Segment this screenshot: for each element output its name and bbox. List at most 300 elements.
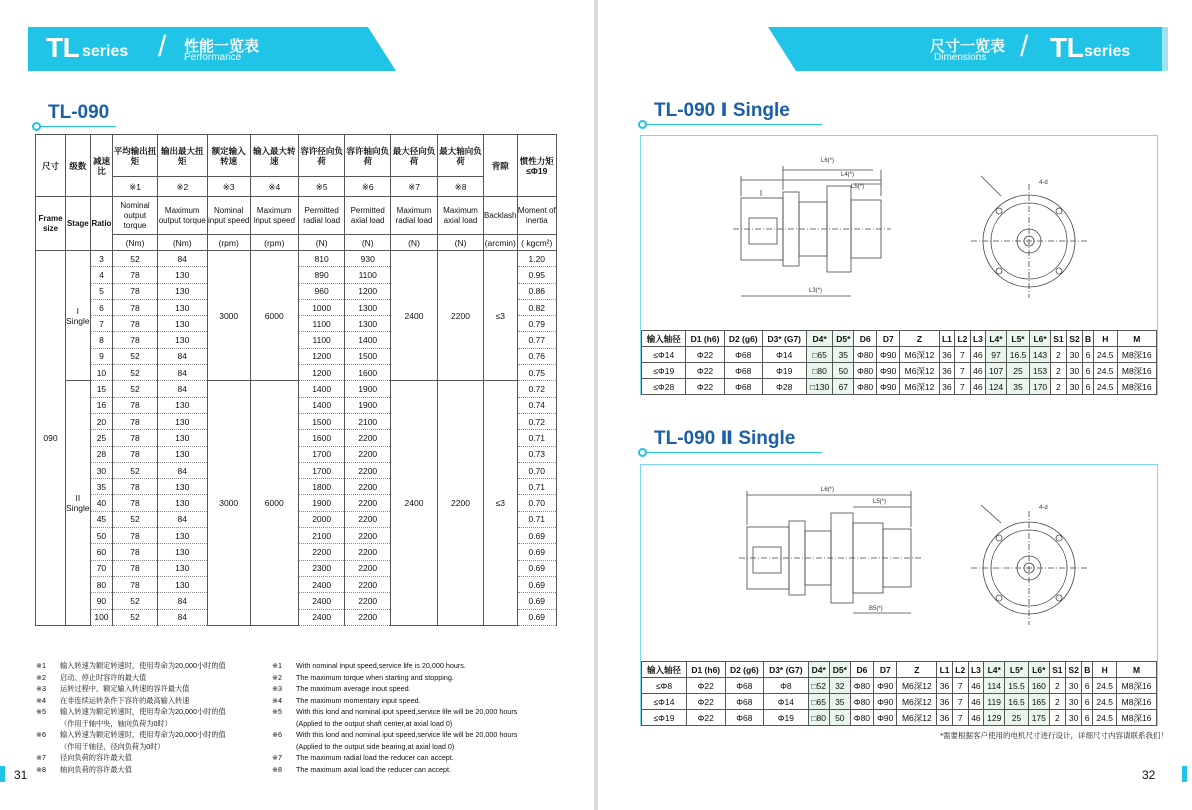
dim-cell: M6深12 — [897, 678, 937, 694]
dim-cell: Φ90 — [874, 678, 897, 694]
max-torque-cell: 84 — [157, 593, 207, 609]
inertia-cell: 0.69 — [517, 609, 556, 625]
dim-cell: 6 — [1083, 379, 1094, 395]
header-cn-cell: 最大径向负荷 — [391, 135, 438, 177]
note-line — [36, 706, 266, 718]
axial-load-cell: 1300 — [345, 316, 391, 332]
ratio-cell: 30 — [90, 462, 113, 478]
dim-cell: 2 — [1050, 363, 1066, 379]
header-mark-cell: ※5 — [298, 177, 345, 197]
dim-header-cell: Z — [900, 331, 939, 347]
stage-label-2: Single — [66, 315, 90, 326]
table-row — [36, 251, 557, 267]
model1-drawing-box — [640, 135, 1158, 395]
dim-cell: 175 — [1028, 710, 1049, 726]
radial-load-cell: 1100 — [298, 316, 345, 332]
header-mark-cell: ※2 — [157, 177, 207, 197]
note-text: The maximum average inout speed. — [296, 684, 411, 693]
header-unit-cell: (N) — [391, 235, 438, 251]
ratio-cell: 15 — [90, 381, 113, 397]
header-unit-cell: (Nm) — [113, 235, 158, 251]
radial-load-cell: 1000 — [298, 299, 345, 315]
dim-cell: 36 — [939, 379, 955, 395]
radial-load-cell: 1100 — [298, 332, 345, 348]
radial-load-cell: 1200 — [298, 365, 345, 381]
performance-table — [35, 134, 557, 626]
dim-cell: Φ14 — [764, 694, 808, 710]
note-text: 轴向负荷的容许最大值 — [60, 764, 132, 774]
radial-load-cell: 2300 — [298, 560, 345, 576]
dim-cell: □52 — [808, 678, 829, 694]
dim-cell: M8深16 — [1117, 710, 1157, 726]
dim-cell: Φ28 — [762, 379, 806, 395]
header-cn-row — [36, 135, 557, 177]
header-en-cell: Ratio — [90, 197, 113, 251]
dim-cell: ≤Φ14 — [642, 694, 687, 710]
dim-cell: M6深12 — [897, 710, 937, 726]
header-en-cell: Permitted axial load — [345, 197, 391, 235]
axial-load-cell: 2200 — [345, 528, 391, 544]
dim-header-cell: L4* — [986, 331, 1007, 347]
model2-drawing-box — [640, 464, 1158, 726]
dim-cell: □130 — [806, 379, 833, 395]
nominal-torque-cell: 78 — [113, 446, 158, 462]
note-text: 在非连续运转条件下容许的最高输入转速 — [60, 695, 190, 705]
model1-drawing — [641, 136, 1157, 326]
dim-header-cell: B — [1082, 662, 1093, 678]
page-marker-left — [0, 766, 5, 782]
dim-row — [642, 363, 1157, 379]
dim-cell: Φ90 — [877, 347, 900, 363]
dim-header-cell: H — [1094, 331, 1117, 347]
dim-cell: Φ90 — [877, 363, 900, 379]
nominal-torque-cell: 78 — [113, 576, 158, 592]
svg-text:4-d: 4-d — [1039, 505, 1048, 511]
stage-cell — [66, 251, 91, 381]
note-text: The maximum torque when starting and stopping. — [296, 672, 454, 682]
note-mark: ※7 — [36, 753, 47, 762]
header-unit-cell: (arcmin) — [484, 235, 517, 251]
dim-header-cell: L2 — [955, 331, 971, 347]
note-line — [36, 729, 266, 741]
nominal-torque-cell: 52 — [113, 251, 158, 267]
table-row — [36, 381, 557, 397]
radial-load-cell: 890 — [298, 267, 345, 283]
axial-load-cell: 1900 — [345, 381, 391, 397]
dim-cell: 7 — [955, 363, 971, 379]
dim-header-cell: D2 (g6) — [724, 331, 762, 347]
header-unit-cell: ( kgcm²) — [517, 235, 556, 251]
dim-header-cell: L3 — [968, 662, 984, 678]
note-mark: ※6 — [36, 730, 47, 739]
svg-text:L5(*): L5(*) — [851, 184, 865, 190]
title-underline — [36, 126, 116, 127]
max-radial-cell: 2400 — [391, 381, 438, 625]
dim-header-cell: D5* — [833, 331, 854, 347]
dim-cell: 36 — [939, 363, 955, 379]
stage-label: I — [76, 305, 80, 316]
max-radial-cell: 2400 — [391, 251, 438, 381]
ratio-cell: 70 — [90, 560, 113, 576]
dim-cell: Φ22 — [686, 678, 725, 694]
note-line — [272, 718, 572, 730]
dim-cell: Φ68 — [724, 363, 762, 379]
inertia-cell: 0.82 — [517, 299, 556, 315]
header-mark-cell: ※4 — [250, 177, 298, 197]
note-mark: ※4 — [272, 695, 283, 705]
dim-cell: 30 — [1066, 347, 1082, 363]
dim-cell: 129 — [984, 710, 1005, 726]
dim-header-cell: D1 (h6) — [686, 662, 725, 678]
header-cn-cell: 最大轴向负荷 — [437, 135, 483, 177]
ratio-cell: 45 — [90, 511, 113, 527]
radial-load-cell: 2000 — [298, 511, 345, 527]
dim-cell: M8深16 — [1117, 379, 1157, 395]
inertia-cell: 0.71 — [517, 511, 556, 527]
header-en-cell: Frame size — [36, 197, 66, 251]
nominal-torque-cell: 52 — [113, 381, 158, 397]
inertia-cell: 0.74 — [517, 397, 556, 413]
nominal-torque-cell: 78 — [113, 397, 158, 413]
dim-cell: 50 — [829, 710, 850, 726]
max-torque-cell: 130 — [157, 576, 207, 592]
dim-cell: 143 — [1030, 347, 1051, 363]
dim-cell: □65 — [808, 694, 829, 710]
dim-cell: □65 — [806, 347, 833, 363]
inertia-cell: 0.76 — [517, 348, 556, 364]
dim-header-cell: 输入轴径 — [642, 662, 687, 678]
note-mark: ※2 — [272, 672, 283, 682]
max-torque-cell: 84 — [157, 251, 207, 267]
axial-load-cell: 1400 — [345, 332, 391, 348]
dim-cell: Φ14 — [762, 347, 806, 363]
note-text: 输入转速为额定转速时，使用寿命为20,000小时的值 — [60, 730, 226, 739]
header-cn-cell: 容许径向负荷 — [298, 135, 345, 177]
ratio-cell: 6 — [90, 299, 113, 315]
ratio-cell: 4 — [90, 267, 113, 283]
max-torque-cell: 130 — [157, 495, 207, 511]
banner-title-en-right: Dimensions — [934, 52, 987, 63]
max-torque-cell: 130 — [157, 479, 207, 495]
radial-load-cell: 1400 — [298, 397, 345, 413]
note-line — [36, 672, 266, 684]
dim-cell: 2 — [1050, 347, 1066, 363]
dim-header-cell: M — [1117, 331, 1157, 347]
ratio-cell: 50 — [90, 528, 113, 544]
dim-cell: 24.5 — [1093, 678, 1117, 694]
dim-cell: 2 — [1050, 379, 1066, 395]
dim-cell: 46 — [970, 363, 986, 379]
ratio-cell: 35 — [90, 479, 113, 495]
ratio-cell: 7 — [90, 316, 113, 332]
max-torque-cell: 84 — [157, 381, 207, 397]
header-en-cell: Nominal output torque — [113, 197, 158, 235]
dim-cell: ≤Φ19 — [642, 710, 687, 726]
banner-title-cn: 性能一览表 — [184, 38, 260, 55]
nominal-torque-cell: 52 — [113, 511, 158, 527]
dim-cell: 24.5 — [1093, 694, 1117, 710]
dim-header-cell: D2 (g6) — [725, 662, 764, 678]
dim-cell: 107 — [986, 363, 1007, 379]
nominal-torque-cell: 78 — [113, 544, 158, 560]
radial-load-cell: 1700 — [298, 462, 345, 478]
dim-cell: 36 — [937, 678, 953, 694]
nominal-torque-cell: 78 — [113, 495, 158, 511]
inertia-cell: 0.71 — [517, 479, 556, 495]
axial-load-cell: 930 — [345, 251, 391, 267]
dim-cell: 119 — [984, 694, 1005, 710]
dim-cell: 15.5 — [1005, 678, 1029, 694]
dim-cell: Φ68 — [725, 710, 764, 726]
header-cn-cell: 背隙 — [484, 135, 517, 197]
dim-cell: M8深16 — [1117, 694, 1157, 710]
model1-dot — [638, 120, 647, 129]
header-en-cell: Permitted radial load — [298, 197, 345, 235]
dim-cell: M8深16 — [1117, 678, 1157, 694]
note-line — [36, 695, 266, 707]
note-mark: ※3 — [36, 684, 47, 693]
dim-header-cell: D3* (G7) — [764, 662, 808, 678]
dim-cell: 30 — [1065, 694, 1081, 710]
header-cn-cell: 平均输出扭矩 — [113, 135, 158, 177]
axial-load-cell: 2100 — [345, 413, 391, 429]
dim-cell: 24.5 — [1093, 710, 1117, 726]
model2-title: TL-090 Ⅱ Single — [654, 428, 796, 449]
max-torque-cell: 84 — [157, 462, 207, 478]
header-mark-cell: ※7 — [391, 177, 438, 197]
note-line — [36, 683, 266, 695]
note-text: （作用于轴中央，轴向负荷为0时） — [60, 718, 172, 728]
radial-load-cell: 1600 — [298, 430, 345, 446]
dim-cell: 165 — [1028, 694, 1049, 710]
dim-cell: 46 — [968, 678, 984, 694]
banner-series: series — [82, 43, 129, 60]
header-cn-cell: 级数 — [66, 135, 91, 197]
dim-cell: Φ68 — [724, 379, 762, 395]
header-en-cell: Maximum axial load — [437, 197, 483, 235]
header-en-cell: Nominal input speed — [207, 197, 250, 235]
dim-header-cell: 输入轴径 — [642, 331, 686, 347]
note-text: 运转过程中，额定输入转速的容许最大值 — [60, 684, 190, 693]
dim-cell: 35 — [829, 694, 850, 710]
note-text: With nominal input speed,service life is 20,000 hours. — [296, 661, 466, 670]
ratio-cell: 8 — [90, 332, 113, 348]
note-text: With this lond and nominal iput speed,service life will be 20,000 hours — [296, 707, 518, 716]
radial-load-cell: 1700 — [298, 446, 345, 462]
note-text: With this lond and nominal iput speed,service life will be 20,000 hours — [296, 730, 518, 739]
header-en-cell: Maximum output torque — [157, 197, 207, 235]
axial-load-cell: 2200 — [345, 593, 391, 609]
max-torque-cell: 130 — [157, 397, 207, 413]
dim-header-cell: S1 — [1050, 331, 1066, 347]
note-line — [272, 683, 572, 695]
header-en-cell: Moment of inertia — [517, 197, 556, 235]
nominal-torque-cell: 78 — [113, 283, 158, 299]
ratio-cell: 16 — [90, 397, 113, 413]
header-cn-cell: 输出最大扭矩 — [157, 135, 207, 177]
model2-underline — [642, 452, 822, 453]
dim-cell: 36 — [939, 347, 955, 363]
inertia-cell: 0.75 — [517, 365, 556, 381]
inertia-cell: 0.72 — [517, 413, 556, 429]
note-mark — [36, 718, 60, 730]
note-line — [36, 741, 266, 753]
axial-load-cell: 2200 — [345, 495, 391, 511]
note-mark — [272, 718, 296, 730]
note-text: 输入转速为额定转速时，使用寿命为20,000小时的值 — [60, 707, 226, 716]
dim-cell: 160 — [1028, 678, 1049, 694]
header-cn-cell: 输入最大转速 — [250, 135, 298, 177]
left-page — [0, 0, 594, 810]
note-mark: ※5 — [36, 707, 47, 716]
dim-header-cell: H — [1093, 662, 1117, 678]
axial-load-cell: 2200 — [345, 430, 391, 446]
max-torque-cell: 84 — [157, 365, 207, 381]
max-torque-cell: 130 — [157, 299, 207, 315]
dim-cell: M6深12 — [900, 347, 939, 363]
axial-load-cell: 1300 — [345, 299, 391, 315]
dim-header-cell: L1 — [939, 331, 955, 347]
note-mark: ※7 — [272, 753, 283, 762]
note-mark: ※1 — [36, 661, 47, 670]
dim-header-cell: D4* — [806, 331, 833, 347]
dim-cell: Φ80 — [854, 347, 877, 363]
ratio-cell: 100 — [90, 609, 113, 625]
banner-title-en: Performance — [184, 52, 242, 63]
dim-cell: 46 — [970, 379, 986, 395]
inertia-cell: 0.69 — [517, 576, 556, 592]
note-line — [36, 718, 266, 730]
dim-header-cell: Z — [897, 662, 937, 678]
dim-header-cell: L5* — [1005, 662, 1029, 678]
dim-row — [642, 678, 1157, 694]
nominal-torque-cell: 78 — [113, 479, 158, 495]
max-axial-cell: 2200 — [437, 251, 483, 381]
dim-row — [642, 347, 1157, 363]
dim-cell: □80 — [806, 363, 833, 379]
max-torque-cell: 130 — [157, 544, 207, 560]
dim-cell: 25 — [1006, 363, 1029, 379]
dim-header-cell: D3* (G7) — [762, 331, 806, 347]
note-line — [36, 752, 266, 764]
dim-cell: 35 — [833, 347, 854, 363]
header-unit-cell: (rpm) — [207, 235, 250, 251]
dim-header-cell: S2 — [1066, 331, 1082, 347]
header-mark-row — [36, 177, 557, 197]
header-cn-cell: 惯性力矩 ≤Φ19 — [517, 135, 556, 197]
dim-cell: Φ90 — [874, 710, 897, 726]
dim-header-cell: S2 — [1065, 662, 1081, 678]
dim-cell: M6深12 — [900, 379, 939, 395]
backlash-cell: ≤3 — [484, 251, 517, 381]
dim-cell: 36 — [937, 694, 953, 710]
note-line — [36, 660, 266, 672]
axial-load-cell: 1100 — [345, 267, 391, 283]
nominal-torque-cell: 78 — [113, 316, 158, 332]
note-text: The maximum momentary input speed. — [296, 695, 421, 705]
dim-header-row — [642, 331, 1157, 347]
dim-header-cell: B — [1083, 331, 1094, 347]
dim-header-cell: S1 — [1049, 662, 1065, 678]
axial-load-cell: 1900 — [345, 397, 391, 413]
note-text: 输入转速为额定转速时，使用寿命为20,000小时的值 — [60, 661, 226, 670]
max-torque-cell: 130 — [157, 528, 207, 544]
dim-header-cell: L4* — [984, 662, 1005, 678]
dim-header-cell: M — [1117, 662, 1157, 678]
dim-header-cell: L2 — [952, 662, 968, 678]
nominal-torque-cell: 52 — [113, 609, 158, 625]
dim-header-cell: D4* — [808, 662, 829, 678]
dim-cell: 7 — [952, 710, 968, 726]
nominal-torque-cell: 52 — [113, 365, 158, 381]
dim-header-row — [642, 662, 1157, 678]
dim-cell: ≤Φ28 — [642, 379, 686, 395]
header-cn-cell: 容许轴向负荷 — [345, 135, 391, 177]
note-mark — [36, 741, 60, 753]
dim-cell: 30 — [1066, 379, 1082, 395]
dim-cell: 25 — [1005, 710, 1029, 726]
dim-header-cell: D7 — [877, 331, 900, 347]
radial-load-cell: 2400 — [298, 609, 345, 625]
radial-load-cell: 1800 — [298, 479, 345, 495]
header-unit-row — [36, 235, 557, 251]
dim-cell: M8深16 — [1117, 363, 1157, 379]
dim-cell: Φ80 — [850, 694, 873, 710]
page-marker-right — [1182, 766, 1187, 782]
axial-load-cell: 2200 — [345, 462, 391, 478]
dim-cell: Φ68 — [725, 694, 764, 710]
svg-text:L3(*): L3(*) — [809, 288, 823, 294]
banner-edge — [1162, 27, 1168, 71]
dim-cell: 153 — [1030, 363, 1051, 379]
dim-cell: Φ19 — [762, 363, 806, 379]
max-torque-cell: 130 — [157, 316, 207, 332]
custom-design-footnote: *需要根据客户使用的电机尺寸进行设计，详细尺寸内容请联系我们！ — [940, 731, 1168, 740]
note-text: （作用于轴径，径向负荷为0时） — [60, 741, 165, 751]
note-line — [272, 672, 572, 684]
nominal-torque-cell: 78 — [113, 560, 158, 576]
dim-cell: 2 — [1049, 710, 1065, 726]
inertia-cell: 0.79 — [517, 316, 556, 332]
axial-load-cell: 2200 — [345, 511, 391, 527]
note-mark: ※8 — [36, 764, 47, 774]
dim-cell: Φ80 — [854, 379, 877, 395]
dim-cell: Φ68 — [725, 678, 764, 694]
max-speed-cell: 6000 — [250, 251, 298, 381]
stage-label: II — [75, 493, 81, 504]
model1-underline — [642, 124, 822, 125]
nominal-torque-cell: 52 — [113, 593, 158, 609]
note-line — [272, 741, 572, 753]
axial-load-cell: 2200 — [345, 560, 391, 576]
radial-load-cell: 960 — [298, 283, 345, 299]
radial-load-cell: 1500 — [298, 413, 345, 429]
dim-cell: 16.5 — [1005, 694, 1029, 710]
dim-cell: 6 — [1082, 694, 1093, 710]
dim-cell: Φ90 — [877, 379, 900, 395]
note-line — [36, 764, 266, 776]
radial-load-cell: 2100 — [298, 528, 345, 544]
radial-load-cell: 1400 — [298, 381, 345, 397]
nominal-torque-cell: 78 — [113, 332, 158, 348]
page-number-right: 32 — [1142, 768, 1156, 782]
right-page — [598, 0, 1192, 810]
dim-row — [642, 379, 1157, 395]
max-torque-cell: 130 — [157, 267, 207, 283]
dim-header-cell: L3 — [970, 331, 986, 347]
dim-cell: 32 — [829, 678, 850, 694]
note-mark: ※8 — [272, 764, 283, 774]
